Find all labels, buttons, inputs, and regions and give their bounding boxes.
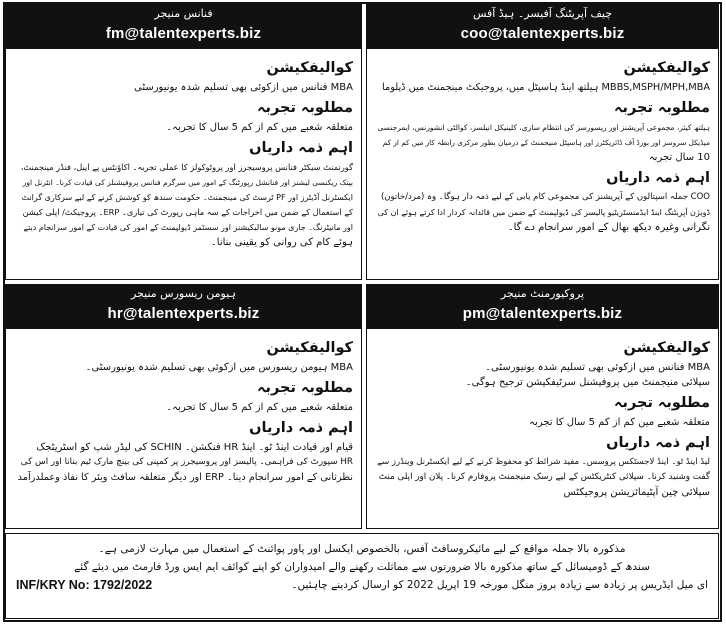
procurement-duties-line: لیڈ اینڈ ٹو۔ اینڈ لاجسٹکس پروسس۔ مفید شرائط کو محفوظ کرنے کے لیے ایکسٹرنل وینڈرز سے (377, 457, 710, 467)
finance-duties-line: ہوئے کام کی روانی کو یقینی بنانا۔ (210, 237, 353, 248)
finance-duties-line: ایکسٹرنل آڈیٹرز اور PF ٹرسٹ کی مینجمنٹ۔ حکومت سندھ کو کوشش کرنے کے لیے سرکاری گرانٹ (21, 193, 353, 202)
finance-header (6, 5, 361, 49)
footer-line-2: سندھ کے ڈومیسائل کے ساتھ مذکورہ بالا ضرورتوں سے مماثلت رکھنے والے امیدواران کو اپنے کوائف ایم ایس ورڈ فارمٹ میں دیئے گئے (74, 561, 650, 573)
procurement-manager-panel (366, 284, 719, 529)
hr-experience-line: متعلقہ شعبے میں کم از کم 5 سال کا تجربہ۔ (166, 402, 353, 413)
reference-number: INF/KRY No: 1792/2022 (16, 578, 153, 592)
finance-experience-heading: مطلوبہ تجربہ (257, 100, 353, 116)
coo-experience-line: میڈیکل سروسز اور بورڈ آف ڈائریکٹرز اور ہاسپٹل منیجمنٹ کے درمیان بطور مرکزی رابطہ کار میں کم از کم (382, 138, 710, 147)
coo-experience-heading: مطلوبہ تجربہ (614, 100, 710, 116)
finance-duties-line: کے استعمال کے ضمن میں اخراجات کے سہ ماہی رپورٹ کی تیاری۔ ERP۔ پروجیکٹ/ اپلی کیشن (22, 207, 353, 217)
finance-manager-panel (5, 4, 362, 280)
footer-line-3: ای میل ایڈریس پر زیادہ سے زیادہ بروز منگل مورخہ 19 اپریل 2022 کو ارسال کردینے چاہئیں۔ (291, 579, 708, 591)
hr-qualification-line: MBA ہیومن ریسورس میں ازکوئی بھی تسلیم شدہ یونیورسٹی۔ (85, 362, 353, 373)
hr-duties-line: قیام اور قیادت اینڈ ٹو۔ اینڈ HR فنکشن۔ SCHIN کی لیڈر شپ کو اسٹریٹجک (36, 442, 353, 453)
procurement-experience-line: متعلقہ شعبے میں کم از کم 5 سال کا تجربہ (529, 417, 710, 428)
hr-manager-panel (5, 284, 362, 529)
finance-duties-line: گورنمنٹ سیکٹر فنانس پروسیجرز اور پروٹوکولز کا عملی تجربہ۔ اکاؤنٹس پے ایبل، فنڈز مینجمنٹ، (20, 162, 353, 172)
footer-notice (5, 533, 719, 619)
procurement-duties-line: سپلائی چین آپٹیمائزیشن پروجیکٹس (563, 487, 710, 498)
coo-duties-line: نگرانی وغیرہ دیکھ بھال کے امور سرانجام دے گا۔ (507, 222, 710, 233)
hr-header (6, 285, 361, 329)
coo-experience-line: ہیلتھ کیئر، مجموعی آپریشنز اور ریسورسز کی انتظام سازی، کلینیکل انیلسز، کوالٹی انشورنس، ایمرجنسی (377, 123, 710, 132)
coo-panel (366, 4, 719, 280)
finance-qualification-heading: کوالیفکیشن (266, 60, 353, 76)
procurement-header (367, 285, 718, 329)
procurement-duties-line: گفت وشنید کرنا۔ سپلائی کنٹریکٹس کے لیے رسک منیجمنٹ پروفارم کرنا۔ پلان اور اپلی منٹ (378, 472, 710, 482)
finance-email[interactable]: fm@talentexperts.biz (105, 25, 262, 42)
finance-duties-line: اور مانیٹرنگ۔ جاری مونو سالیکیشنز اور سسٹمز ڈیولپمنٹ کے امور کی قیادت کے امور سرانجام دیتے (23, 223, 353, 232)
procurement-qualification-heading: کوالیفکیشن (623, 340, 710, 356)
hr-email[interactable]: hr@talentexperts.biz (107, 305, 260, 322)
procurement-duties-heading: اہم ذمہ داریاں (606, 435, 710, 451)
coo-experience-line: 10 سال تجربہ (648, 152, 710, 163)
coo-header (367, 5, 718, 49)
coo-duties-heading: اہم ذمہ داریاں (606, 170, 710, 186)
hr-title: ہیومن ریسورس منیجر (130, 287, 236, 300)
finance-qualification-line: MBA فنانس میں ازکوئی بھی تسلیم شدہ یونیورسٹی (134, 82, 353, 93)
procurement-experience-heading: مطلوبہ تجربہ (614, 395, 710, 411)
footer-line-1: مذکورہ بالا جملہ مواقع کے لیے مائیکروسافٹ آفس، بالخصوص ایکسل اور پاور پوائنٹ کے استعمال میں مہارت لازمی ہے۔ (98, 543, 626, 555)
coo-qualification-line: MBBS,MSPH/MPH,MBA ہیلتھ اینڈ ہاسپٹل میں، پروجیکٹ مینجمنٹ میں ڈپلوما (382, 82, 710, 93)
coo-duties-line: COO جملہ اسپتالوں کے آپریشنز کی مجموعی کام یابی کے لیے ذمہ دار ہوگا۔ وہ (مرد/خاتون) (380, 192, 710, 202)
hr-experience-heading: مطلوبہ تجربہ (257, 380, 353, 396)
finance-duties-heading: اہم ذمہ داریاں (249, 140, 353, 156)
procurement-qualification-line: سپلائی منیجمنٹ میں پروفیشنل سرٹیفکیشن ترجیح ہوگی۔ (465, 377, 710, 388)
coo-email[interactable]: coo@talentexperts.biz (460, 25, 625, 42)
hr-duties-heading: اہم ذمہ داریاں (249, 420, 353, 436)
coo-title: چیف آپریٹنگ آفیسر۔ ہیڈ آفس (472, 7, 613, 20)
finance-experience-line: متعلقہ شعبے میں کم از کم 5 سال کا تجربہ۔ (166, 122, 353, 133)
coo-qualification-heading: کوالیفکیشن (623, 60, 710, 76)
hr-qualification-heading: کوالیفکیشن (266, 340, 353, 356)
hr-duties-line: نظرثانی کے امور سرانجام دینا۔ ERP اور دیگر متعلقہ سافٹ ویئر کا نفاذ وعملدرآمد (17, 472, 353, 483)
finance-duties-line: بینک ریکنسی لیشنز اور فنانشل رپورٹنگ کے امور میں سرگرم فنانس پروفیشنلز کی قیادت کرنا۔ انٹرنل اور (22, 178, 353, 187)
finance-title: فنانس منیجر (154, 7, 213, 20)
coo-duties-line: ڈویژن آپریٹنگ اینڈ ایڈمنسٹریٹیو پالیسز کی ڈیولپمنٹ کے ضمن میں قائدانہ کردار ادا کرتے ہوئے ان کی (377, 208, 710, 217)
procurement-email[interactable]: pm@talentexperts.biz (462, 305, 623, 322)
procurement-qualification-line: MBA فنانس میں ازکوئی بھی تسلیم شدہ یونیورسٹی۔ (485, 362, 710, 373)
hr-duties-line: HR سپورٹ کی فراہمی۔ پالیسز اور پروسیجرز پر کمپنی کی بینچ مارک ٹیم بنانا اور اس کی (20, 457, 353, 467)
procurement-title: پروکیورمنٹ منیجر (500, 287, 585, 300)
